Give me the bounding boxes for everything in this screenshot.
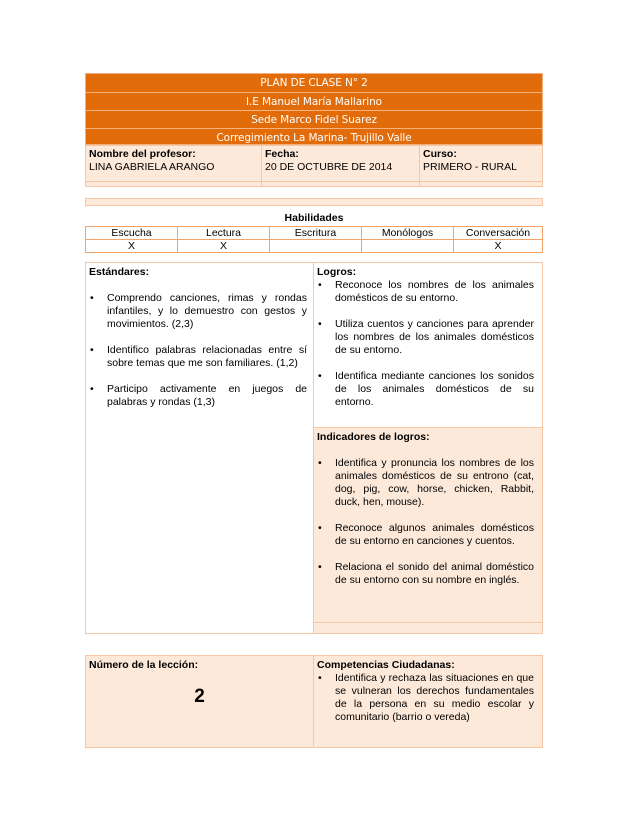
habilidad-mark: X bbox=[178, 240, 270, 253]
estandares-column bbox=[86, 263, 314, 633]
leccion-label: Número de la lección: bbox=[89, 659, 199, 671]
logros-box bbox=[314, 263, 542, 427]
estandares-title: Estándares: bbox=[89, 266, 150, 278]
logros-title: Logros: bbox=[317, 266, 357, 278]
list-item: • Participo activamente en juegos de palabras y rondas (1,3) bbox=[86, 383, 307, 409]
table-row bbox=[86, 240, 543, 253]
list-item: • Relaciona el sonido del animal doméstico de su entorno con su nombre en inglés. bbox=[314, 561, 534, 587]
school-name: I.E Manuel María Mallarino bbox=[86, 92, 542, 110]
info-row bbox=[85, 145, 543, 187]
habilidad-header: Escucha bbox=[86, 227, 178, 240]
competencias-column bbox=[314, 656, 542, 747]
habilidad-header: Monólogos bbox=[362, 227, 454, 240]
divider bbox=[85, 198, 543, 206]
fecha-label: Fecha: bbox=[265, 148, 299, 160]
habilidad-header: Escritura bbox=[270, 227, 362, 240]
habilidades-table bbox=[85, 226, 543, 253]
list-item: • Reconoce algunos animales domésticos de su entorno en canciones y cuentos. bbox=[314, 522, 534, 548]
table-row bbox=[86, 227, 543, 240]
fecha-cell bbox=[261, 146, 419, 186]
leccion-number: 2 bbox=[194, 686, 205, 707]
main-content bbox=[85, 262, 543, 634]
fecha-value: 20 DE OCTUBRE DE 2014 bbox=[265, 161, 393, 173]
habilidad-header: Lectura bbox=[178, 227, 270, 240]
habilidades-section bbox=[85, 198, 543, 256]
profesor-label: Nombre del profesor: bbox=[89, 148, 196, 160]
logros-column bbox=[314, 263, 542, 633]
habilidad-mark bbox=[270, 240, 362, 253]
indicadores-box bbox=[314, 427, 542, 633]
profesor-value: LINA GABRIELA ARANGO bbox=[89, 161, 215, 173]
habilidades-title: Habilidades bbox=[284, 212, 344, 224]
habilidad-mark bbox=[362, 240, 454, 253]
logros-list bbox=[314, 279, 538, 409]
competencias-list bbox=[314, 672, 538, 724]
location-name: Corregimiento La Marina- Trujillo Valle bbox=[86, 128, 542, 146]
list-item: • Identifica y pronuncia los nombres de los animales domésticos de su entrono (cat, dog, pig, cow, horse, chicken, Rabbit, duck, hen, mouse). bbox=[314, 457, 534, 509]
habilidad-header: Conversación bbox=[454, 227, 543, 240]
habilidad-mark: X bbox=[86, 240, 178, 253]
list-item: • Identifica mediante canciones los sonidos de los animales domésticos de su entorno. bbox=[314, 370, 534, 409]
indicadores-title: Indicadores de logros: bbox=[317, 431, 430, 443]
estandares-list bbox=[86, 292, 313, 409]
plan-header bbox=[85, 73, 543, 145]
list-item: • Utiliza cuentos y canciones para aprender los nombres de los animales domésticos de su entorno. bbox=[314, 318, 534, 357]
divider bbox=[86, 181, 542, 182]
divider bbox=[314, 622, 542, 623]
plan-title: PLAN DE CLASE N° 2 bbox=[260, 77, 368, 89]
list-item: • Comprendo canciones, rimas y rondas infantiles, y lo demuestro con gestos y movimientos. (2,3) bbox=[86, 292, 307, 331]
campus-name: Sede Marco Fidel Suarez bbox=[86, 110, 542, 128]
indicadores-list bbox=[314, 457, 538, 587]
habilidad-mark: X bbox=[454, 240, 543, 253]
leccion-column bbox=[86, 656, 314, 747]
competencias-title: Competencias Ciudadanas: bbox=[317, 659, 455, 671]
list-item: • Identifico palabras relacionadas entre sí sobre temas que me son familiares. (1,2) bbox=[86, 344, 307, 370]
list-item: • Identifica y rechaza las situaciones en que se vulneran los derechos fundamentales de la persona en su medio escolar y comunitario (barrio o vereda) bbox=[314, 672, 534, 724]
profesor-cell bbox=[86, 146, 261, 186]
bottom-section bbox=[85, 655, 543, 748]
curso-label: Curso: bbox=[423, 148, 457, 160]
list-item: • Reconoce los nombres de los animales domésticos de su entorno. bbox=[314, 279, 534, 305]
curso-cell bbox=[419, 146, 542, 186]
curso-value: PRIMERO - RURAL bbox=[423, 161, 517, 173]
